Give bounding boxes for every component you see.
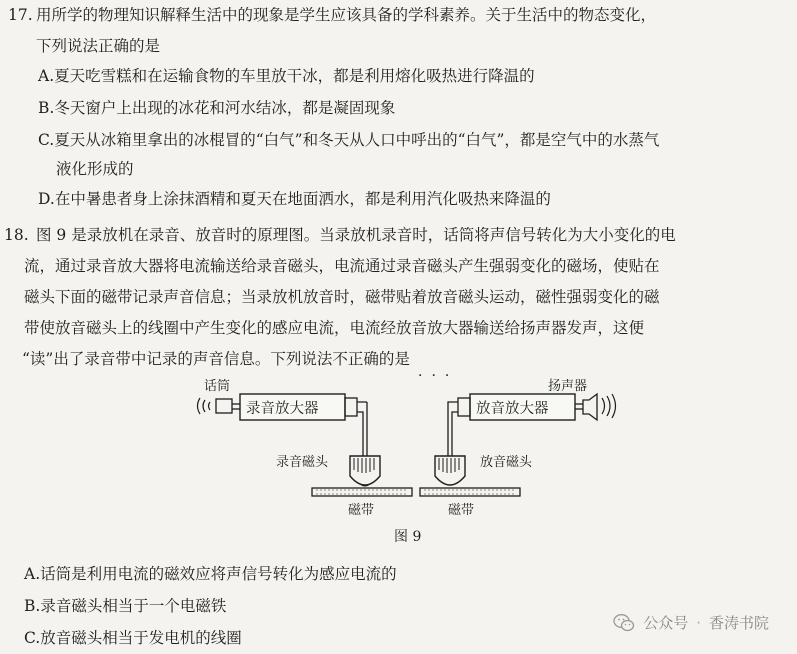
play-head-icon <box>435 456 465 485</box>
option-c: C.夏天从冰箱里拿出的冰棍冒的“白气”和冬天从人口中呼出的“白气”，都是空气中的水蒸气 <box>38 131 660 149</box>
watermark-separator: · <box>696 613 701 632</box>
question-stem-line: 图 9 是录放机在录音、放音时的原理图。当录放机录音时，话筒将声信号转化为大小变化的电 <box>36 226 676 244</box>
question-number: 17. <box>8 6 33 24</box>
watermark-text: 公众号 <box>643 614 689 632</box>
question-stem-line: 带使放音磁头上的线圈中产生变化的感应电流，电流经放音放大器输送给扬声器发声，这便 <box>24 319 645 337</box>
option-a: A.话筒是利用电流的磁效应将声信号转化为感应电流的 <box>24 565 397 583</box>
microphone-icon <box>198 398 241 414</box>
question-stem-line: “读”出了录音带中记录的声音信息。下列说法不正确的是 <box>22 350 410 368</box>
option-b: B.录音磁头相当于一个电磁铁 <box>24 597 227 615</box>
option-d: D.在中暑患者身上涂抹酒精和夏天在地面洒水，都是利用汽化吸热来降温的 <box>38 190 551 208</box>
question-stem-line: 流，通过录音放大器将电流输送给录音磁头，电流通过录音磁头产生强弱变化的磁场，使贴在 <box>24 257 660 275</box>
question-stem-line: 用所学的物理知识解释生活中的现象是学生应该具备的学科素养。关于生活中的物态变化， <box>36 6 657 24</box>
option-b: B.冬天窗户上出现的冰花和河水结冰，都是凝固现象 <box>38 99 396 117</box>
play-amplifier-label: 放音放大器 <box>476 401 549 417</box>
figure-9-diagram <box>190 378 630 528</box>
question-number: 18. <box>4 226 29 244</box>
option-c-continued: 液化形成的 <box>56 160 134 178</box>
play-head-label: 放音磁头 <box>480 455 533 470</box>
emphasis-dots: ··· <box>418 368 459 384</box>
option-c: C.放音磁头相当于发电机的线圈 <box>24 629 242 647</box>
tape-right-label: 磁带 <box>448 503 475 518</box>
record-head-label: 录音磁头 <box>276 455 329 470</box>
wechat-icon <box>613 613 635 633</box>
figure-caption: 图 9 <box>394 529 422 545</box>
speaker-label: 扬声器 <box>548 379 588 394</box>
tape-left-label: 磁带 <box>348 503 375 518</box>
tape-right-icon <box>420 488 520 496</box>
watermark <box>613 612 769 633</box>
question-stem-line: 下列说法正确的是 <box>36 37 161 55</box>
record-amplifier-label: 录音放大器 <box>246 401 319 417</box>
mic-label: 话筒 <box>204 379 231 394</box>
question-stem-line: 磁头下面的磁带记录声音信息；当录放机放音时，磁带贴着放音磁头运动，磁性强弱变化的磁 <box>24 288 660 306</box>
tape-left-icon <box>312 488 412 496</box>
speaker-icon <box>575 394 616 420</box>
option-a: A.夏天吃雪糕和在运输食物的车里放干冰，都是利用熔化吸热进行降温的 <box>38 67 535 85</box>
watermark-name: 香涛书院 <box>708 614 769 632</box>
record-head-icon <box>350 456 380 486</box>
